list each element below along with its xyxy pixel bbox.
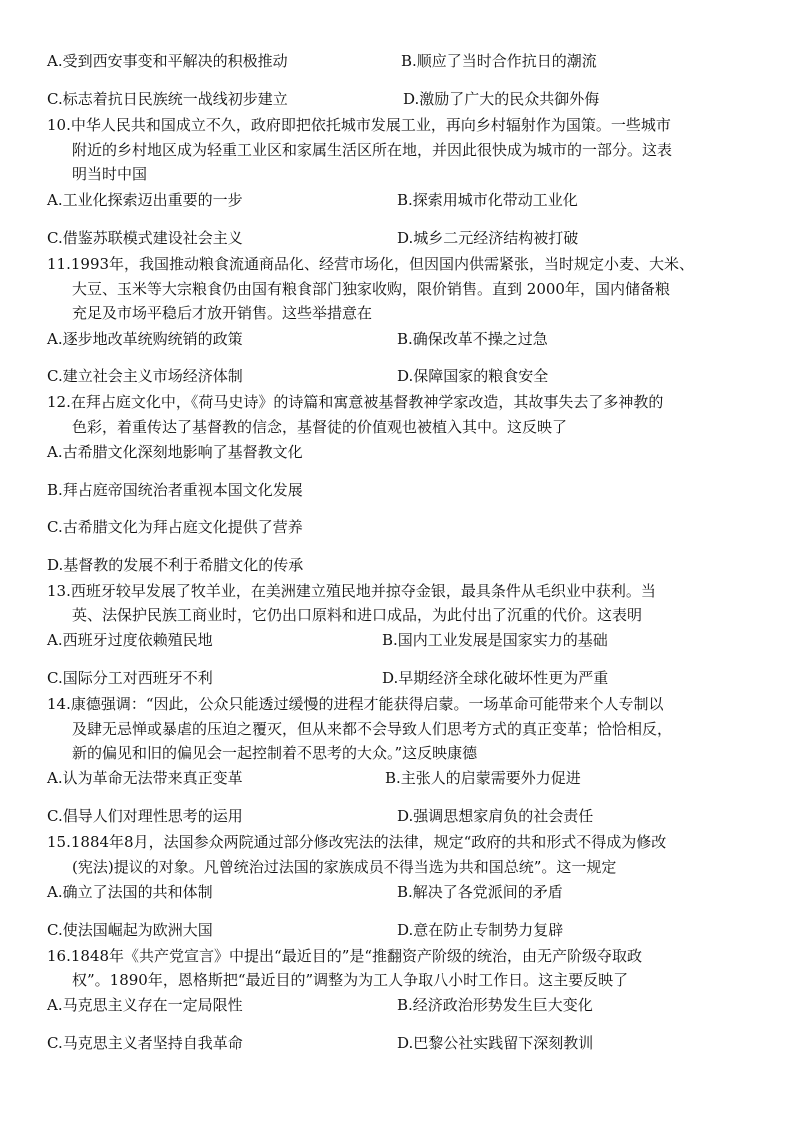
q11-option-d: D.保障国家的粮食安全 <box>397 367 549 385</box>
q13-option-b: B.国内工业发展是国家实力的基础 <box>382 631 608 649</box>
q12-stem-line: 色彩，着重传达了基督教的信念，基督徒的价值观也被植入其中。这反映了 <box>72 418 568 436</box>
q11-option-c: C.建立社会主义市场经济体制 <box>47 367 243 385</box>
q12-option-c: C.古希腊文化为拜占庭文化提供了营养 <box>47 518 303 536</box>
q11-option-a: A.逐步地改革统购统销的政策 <box>47 330 243 348</box>
q9-option-a: A.受到西安事变和平解决的积极推动 <box>47 52 288 70</box>
q14-option-c: C.倡导人们对理性思考的运用 <box>47 807 243 825</box>
q10-stem-line: 明当时中国 <box>72 165 148 183</box>
q15-option-d: D.意在防止专制势力复辟 <box>397 921 564 939</box>
q10-option-d: D.城乡二元经济结构被打破 <box>397 229 579 247</box>
q14-stem-line: 及肆无忌惮或暴虐的压迫之覆灭，但从来都不会导致人们思考方式的真正变革；恰恰相反， <box>72 720 673 738</box>
q11-stem-line: 大豆、玉米等大宗粮食仍由国有粮食部门独家收购，限价销售。直到 2000年，国内储备粮 <box>72 280 670 298</box>
q15-option-b: B.解决了各党派间的矛盾 <box>397 883 563 901</box>
q13-stem-line: 13.西班牙较早发展了牧羊业，在美洲建立殖民地并掠夺金银，最具条件从毛织业中获利。当 <box>47 582 656 600</box>
q15-option-c: C.使法国崛起为欧洲大国 <box>47 921 213 939</box>
q10-option-b: B.探索用城市化带动工业化 <box>397 191 578 209</box>
q16-option-b: B.经济政治形势发生巨大变化 <box>397 996 593 1014</box>
q9-option-b: B.顺应了当时合作抗日的潮流 <box>401 52 597 70</box>
q9-option-d: D.激励了广大的民众共御外侮 <box>403 90 600 108</box>
q12-option-a: A.古希腊文化深刻地影响了基督教文化 <box>47 443 303 461</box>
q14-stem-line: 新的偏见和旧的偏见会一起控制着不思考的大众。”这反映康德 <box>72 744 478 762</box>
q16-option-d: D.巴黎公社实践留下深刻教训 <box>397 1034 594 1052</box>
q12-option-d: D.基督教的发展不利于希腊文化的传承 <box>47 556 304 574</box>
q15-option-a: A.确立了法国的共和体制 <box>47 883 213 901</box>
q9-option-c: C.标志着抗日民族统一战线初步建立 <box>47 90 288 108</box>
q13-option-a: A.西班牙过度依赖殖民地 <box>47 631 213 649</box>
q10-option-a: A.工业化探索迈出重要的一步 <box>47 191 243 209</box>
q13-option-d: D.早期经济全球化破坏性更为严重 <box>382 669 609 687</box>
q12-option-b: B.拜占庭帝国统治者重视本国文化发展 <box>47 481 303 499</box>
q13-option-c: C.国际分工对西班牙不利 <box>47 669 213 687</box>
q16-stem-line: 权”。1890年，恩格斯把“最近目的”调整为为工人争取八小时工作日。这主要反映了 <box>72 971 629 989</box>
q11-stem-line: 11.1993年，我国推动粮食流通商品化、经营市场化，但因国内供需紧张，当时规定小麦、大米、 <box>47 255 695 273</box>
q15-stem-line: 15.1884年8月，法国参众两院通过部分修改宪法的法律，规定“政府的共和形式不得成为修改 <box>47 833 667 851</box>
q16-option-c: C.马克思主义者坚持自我革命 <box>47 1034 243 1052</box>
q10-option-c: C.借鉴苏联模式建设社会主义 <box>47 229 243 247</box>
q15-stem-line: (宪法)提议的对象。凡曾统治过法国的家族成员不得当选为共和国总统”。这一规定 <box>72 858 617 876</box>
q14-stem-line: 14.康德强调：“因此，公众只能透过缓慢的进程才能获得启蒙。一场革命可能带来个人专制以 <box>47 695 664 713</box>
q14-option-a: A.认为革命无法带来真正变革 <box>47 769 243 787</box>
q10-stem-line: 10.中华人民共和国成立不久，政府即把依托城市发展工业，再向乡村辐射作为国策。一些城市 <box>47 116 671 134</box>
q16-stem-line: 16.1848年《共产党宣言》中提出“最近目的”是“推翻资产阶级的统治，由无产阶级夺取政 <box>47 947 643 965</box>
q10-stem-line: 附近的乡村地区成为轻重工业区和家属生活区所在地，并因此很快成为城市的一部分。这表 <box>72 141 673 159</box>
q11-option-b: B.确保改革不操之过急 <box>397 330 548 348</box>
q13-stem-line: 英、法保护民族工商业时，它仍出口原料和进口成品，为此付出了沉重的代价。这表明 <box>72 606 643 624</box>
q16-option-a: A.马克思主义存在一定局限性 <box>47 996 243 1014</box>
q12-stem-line: 12.在拜占庭文化中，《荷马史诗》的诗篇和寓意被基督教神学家改造，其故事失去了多神教的 <box>47 393 664 411</box>
q11-stem-line: 充足及市场平稳后才放开销售。这些举措意在 <box>72 304 373 322</box>
q14-option-d: D.强调思想家肩负的社会责任 <box>397 807 594 825</box>
q14-option-b: B.主张人的启蒙需要外力促进 <box>385 769 581 787</box>
